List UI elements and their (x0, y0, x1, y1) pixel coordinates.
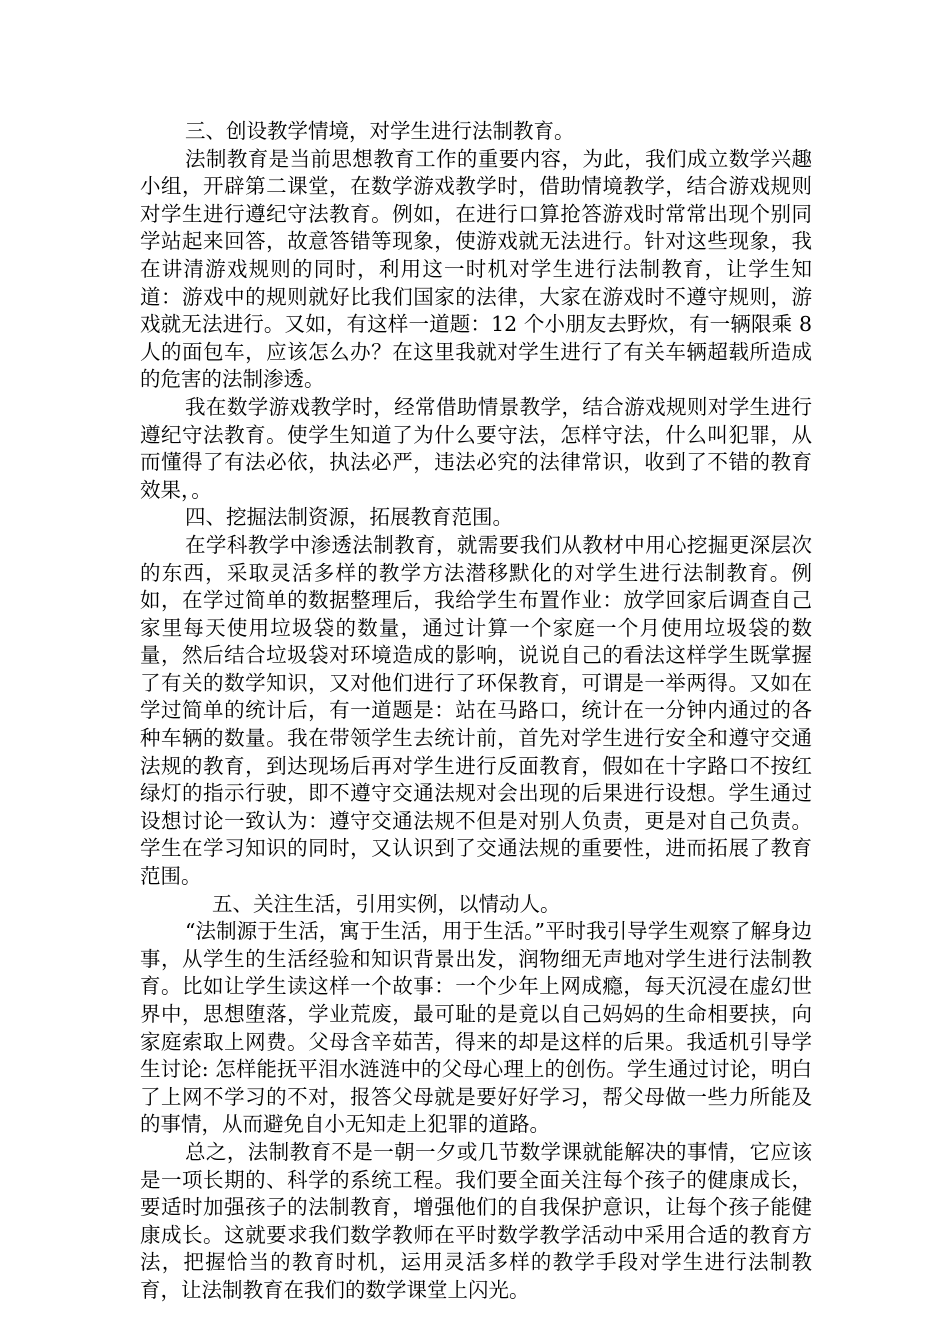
paragraph-legal-education-intro: 法制教育是当前思想教育工作的重要内容，为此，我们成立数学兴趣小组，开辟第二课堂，在数学游戏教学时，借助情境教学，结合游戏规则对学生进行遵纪守法教育。例如，在进行口算抢答游戏时常常出现个别同学站起来回答，故意答错等现象，使游戏就无法进行。针对这些现象，我在讲清游戏规则的同时，利用这一时机对学生进行法制教育，让学生知道：游戏中的规则就好比我们国家的法律，大家在游戏时不遵守规则，游戏就无法进行。又如，有这样一道题：12 个小朋友去野炊，有一辆限乘 8 人的面包车，应该怎么办？在这里我就对学生进行了有关车辆超载所造成的危害的法制渗透。 (140, 146, 812, 392)
section-heading-4: 四、挖掘法制资源，拓展教育范围。 (185, 505, 513, 530)
section-heading-3: 三、创设教学情境，对学生进行法制教育。 (185, 119, 575, 143)
paragraph-conclusion: 总之，法制教育不是一朝一夕或几节数学课就能解决的事情，它应该是一项长期的、科学的系统工程。我们要全面关注每个孩子的健康成长，要适时加强孩子的法制教育，增强他们的自我保护意识，让每个孩子能健康成长。这就要求我们数学教师在平时数学教学活动中采用合适的教育方法，把握恰当的教育时机，运用灵活多样的教学手段对学生进行法制教育，让法制教育在我们的数学课堂上闪光。 (140, 1139, 812, 1302)
section-heading-5: 五、关注生活，引用实例，以情动人。 (212, 891, 561, 916)
paragraph-legal-resources: 在学科教学中渗透法制教育，就需要我们从教材中用心挖掘更深层次的东西，采取灵活多样的教学方法潜移默化的对学生进行法制教育。例如，在学过简单的数据整理后，我给学生布置作业：放学回家后调查自己家里每天使用垃圾袋的数量，通过计算一个家庭一个月使用垃圾袋的数量，然后结合垃圾袋对环境造成的影响，说说自己的看法这样学生既掌握了有关的数学知识，又对他们进行了环保教育，可谓是一举两得。又如在学过简单的统计后，有一道题是：站在马路口，统计在一分钟内通过的各种车辆的数量。我在带领学生去统计前，首先对学生进行安全和遵守交通法规的教育，到达现场后再对学生进行反面教育，假如在十字路口不按红绿灯的指示行驶，即不遵守交通法规对会出现的后果进行设想。学生通过设想讨论一致认为：遵守交通法规不但是对别人负责，更是对自己负责。学生在学习知识的同时，又认识到了交通法规的重要性，进而拓展了教育范围。 (140, 532, 812, 889)
document-body (140, 118, 812, 1305)
paragraph-life-examples: “法制源于生活，寓于生活，用于生活。”平时我引导学生观察了解身边事，从学生的生活经验和知识背景出发，润物细无声地对学生进行法制教育。比如让学生读这样一个故事：一个少年上网成瘾，每天沉浸在虚幻世界中，思想堕落，学业荒废，最可耻的是竟以自己妈妈的生命相要挟，向家庭索取上网费。父母含辛茹苦，得来的却是这样的后果。我适机引导学生讨论: 怎样能抚平泪水涟涟中的父母心理上的创伤。学生通过讨论，明白了上网不学习的不对，报答父母就是要好好学习，帮父母做一些力所能及的事情，从而避免自小无知走上犯罪的道路。 (140, 919, 812, 1137)
paragraph-game-teaching: 我在数学游戏教学时，经常借助情景教学，结合游戏规则对学生进行遵纪守法教育。使学生知道了为什么要守法，怎样守法，什么叫犯罪，从而懂得了有法必依，执法必严，违法必究的法律常识，收到了不错的教育效果，。 (140, 394, 812, 502)
